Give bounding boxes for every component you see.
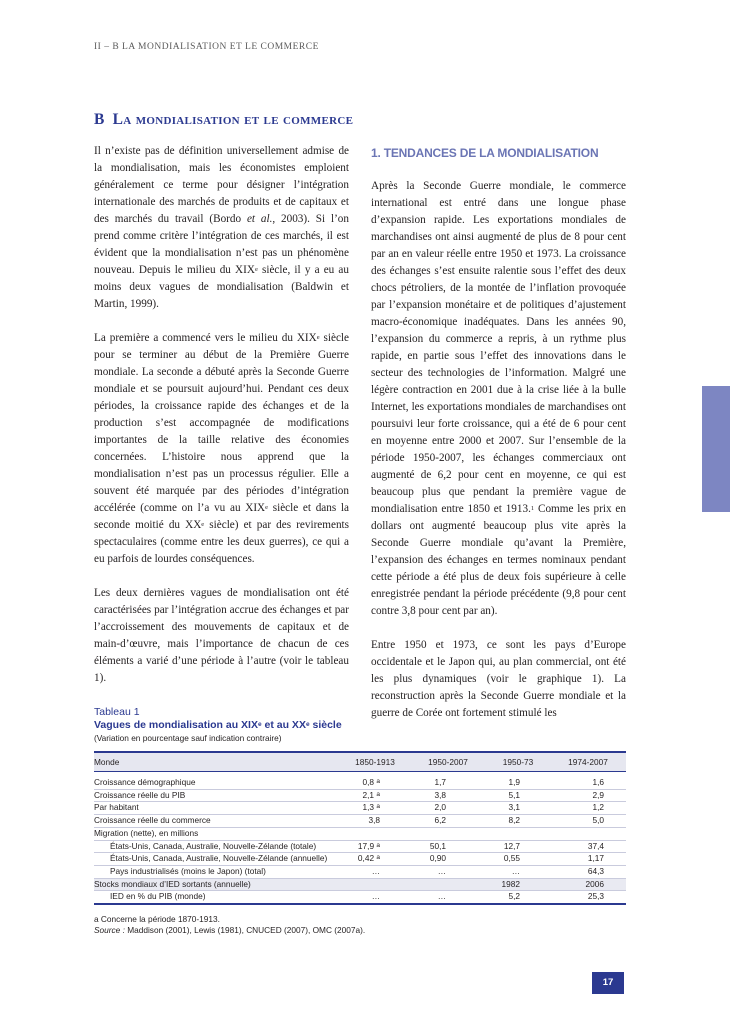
row-value	[486, 815, 550, 828]
cell-value: 2,0	[434, 802, 446, 813]
superscript: e	[257, 721, 262, 728]
section-title	[94, 111, 353, 129]
row-label: Croissance réelle du commerce	[94, 815, 340, 828]
text-run: La première a commencé vers le milieu du XIX	[94, 332, 317, 344]
table-row	[94, 802, 626, 815]
row-label: IED en % du PIB (monde)	[94, 891, 340, 904]
row-value	[550, 865, 626, 878]
superscript: e	[254, 266, 258, 273]
cell-value: 8,2	[508, 815, 520, 826]
row-label: Pays industrialisés (moins le Japon) (total)	[94, 865, 340, 878]
cell-value: 1,6	[592, 777, 604, 787]
cell-value: 25,3	[587, 891, 604, 902]
header-cell: Monde	[94, 752, 340, 771]
cell-value: 2006	[585, 878, 604, 889]
row-value	[410, 827, 486, 840]
cell-note-marker: a	[376, 841, 380, 849]
table-source	[94, 925, 626, 936]
superscript: e	[201, 521, 205, 528]
cell-note-marker: a	[376, 854, 380, 862]
row-value	[486, 789, 550, 802]
header-cell: 1950-2007	[410, 752, 486, 771]
cell-value: 17,9	[357, 840, 375, 851]
cell-note-marker: a	[376, 790, 380, 798]
table-row	[94, 777, 626, 789]
text-run: et au XX	[261, 719, 306, 731]
row-value	[550, 777, 626, 789]
cell-value: 1,3	[362, 802, 375, 813]
row-label: Croissance réelle du PIB	[94, 789, 340, 802]
row-value	[486, 878, 550, 891]
row-value	[340, 827, 410, 840]
table-header-row	[94, 752, 626, 771]
table-note-a: a Concerne la période 1870-1913.	[94, 914, 220, 925]
table-block	[94, 706, 626, 936]
text-run-italic: et al.	[246, 213, 273, 225]
text-run: siècle et dans la seconde moitié du XX	[94, 502, 349, 531]
left-paragraph-1	[94, 143, 349, 313]
row-value	[410, 891, 486, 904]
cell-value: 1,2	[592, 802, 604, 813]
row-value	[410, 865, 486, 878]
cell-value: …	[371, 891, 380, 902]
text-run: siècle) et par des revirements spectaculaires (comme entre les deux guerres), ce qui a eu parfois de lourdes conséquences.	[94, 519, 349, 565]
source-text: Maddison (2001), Lewis (1981), CNUCED (2007), OMC (2007a).	[124, 925, 366, 936]
left-paragraph-3: Les deux dernières vagues de mondialisation ont été caractérisées par l’intégration accrue des échanges et par l’accroissement des mouvements de capitaux et de main-d’œuvre, mais l’importance de chacun de ces éléments a varié d’une période à l’autre (voir le tableau 1).	[94, 587, 349, 684]
row-value	[410, 878, 486, 891]
row-value	[410, 777, 486, 789]
cell-value: 50,1	[429, 840, 446, 851]
table-row	[94, 789, 626, 802]
row-label: États-Unis, Canada, Australie, Nouvelle-Zélande (annuelle)	[94, 853, 340, 866]
cell-value: 0,8	[362, 777, 375, 787]
cell-value: 3,8	[368, 815, 380, 826]
cell-value: …	[371, 865, 380, 876]
header-cell: 1974-2007	[550, 752, 626, 771]
row-value	[550, 815, 626, 828]
running-head: II – B LA MONDIALISATION ET LE COMMERCE	[94, 42, 319, 52]
row-value	[486, 802, 550, 815]
table-subtitle: (Variation en pourcentage sauf indication contraire)	[94, 733, 282, 743]
row-label: Stocks mondiaux d’IED sortants (annuelle)	[94, 878, 340, 891]
table-row	[94, 853, 626, 866]
cell-value: 12,7	[503, 840, 520, 851]
cell-value: 5,2	[508, 891, 520, 902]
row-value	[550, 789, 626, 802]
cell-value: 5,0	[592, 815, 604, 826]
cell-note-marker: a	[376, 778, 380, 785]
table-title	[94, 719, 626, 732]
table-row	[94, 865, 626, 878]
text-run: , 2003). Si l’on prend comme critère l’intégration de ces marchés, il est évident que la mondialisation n’est pas un phénomène nouveau. Depuis le milieu du XIX	[94, 213, 349, 276]
superscript: e	[305, 721, 310, 728]
row-value	[550, 840, 626, 853]
row-value	[550, 878, 626, 891]
cell-value: 0,90	[429, 853, 446, 864]
cell-value: 1982	[501, 878, 520, 889]
table-label: Tableau 1	[94, 706, 140, 718]
left-column	[94, 143, 349, 687]
header-cell: 1850-1913	[340, 752, 410, 771]
row-value	[340, 789, 410, 802]
cell-value: …	[511, 865, 520, 876]
row-value	[550, 853, 626, 866]
row-value	[340, 891, 410, 904]
left-paragraph-2	[94, 330, 349, 568]
row-value	[340, 815, 410, 828]
row-value	[340, 865, 410, 878]
row-value	[410, 815, 486, 828]
side-thumb-tab	[702, 386, 730, 512]
cell-value: 64,3	[587, 865, 604, 876]
text-run: Comme les prix en dollars ont augmenté beaucoup plus vite après la Seconde Guerre mondiale qu’avant la Première, l’expansion des échanges en termes nominaux pendant cette période a été plus de deux fois supérieure à celle enregistrée pendant la période précédente (9,8 pour cent contre 3,8 pour cent par an).	[371, 503, 626, 617]
row-value	[486, 777, 550, 789]
header-cell: 1950-73	[486, 752, 550, 771]
source-label: Source :	[94, 925, 125, 936]
row-value	[410, 853, 486, 866]
globalization-table	[94, 751, 626, 905]
footnote-ref[interactable]: 1	[530, 505, 535, 512]
text-run: Après la Seconde Guerre mondiale, le commerce international est entré dans une longue phase d’expansion rapide. Les exportations mondiales de marchandises ont ainsi augmenté de plus de 8 pour cent par an en valeur réelle entre 1950 et 1973. La croissance des échanges s’est ensuite ralentie sous l’effet des deux chocs pétroliers, de la montée de l’inflation provoquée par l’expansion monétaire et de politiques d’ajustement macro-économique inadéquates. Dans les années 90, l’expansion du commerce a repris, à un rythme plus rapide, en partie sous l’effet des innovations dans le secteur des technologies de l’information. Malgré une légère contraction en 2001 due à la crise liée à la bulle Internet, les exportations mondiales de marchandises ont poursuivi leur forte croissance, qui a été de 6 pour cent en moyenne entre 2000 et 2007. Sur l’ensemble de la période 1950-2007, les échanges commerciaux ont augmenté de 6,2 pour cent en moyenne, ce qui est beaucoup plus que pendant la première vague de mondialisation entre 1850 et 1913.	[371, 180, 626, 515]
row-label: Croissance démographique	[94, 777, 340, 789]
row-value	[550, 827, 626, 840]
row-value	[340, 802, 410, 815]
subsection-heading: 1. TENDANCES DE LA MONDIALISATION	[371, 146, 599, 160]
text-run: siècle	[309, 719, 342, 731]
row-value	[410, 802, 486, 815]
row-value	[340, 840, 410, 853]
row-value	[340, 777, 410, 789]
row-value	[410, 840, 486, 853]
row-value	[550, 891, 626, 904]
section-title-text: La mondialisation et le commerce	[112, 111, 354, 128]
cell-value: 3,8	[434, 789, 446, 800]
superscript: e	[265, 504, 269, 511]
row-value	[486, 853, 550, 866]
table-row	[94, 815, 626, 828]
row-value	[486, 891, 550, 904]
cell-value: …	[437, 891, 446, 902]
row-label: États-Unis, Canada, Australie, Nouvelle-Zélande (totale)	[94, 840, 340, 853]
cell-value: 1,9	[508, 777, 520, 787]
table-row	[94, 891, 626, 904]
row-value	[486, 865, 550, 878]
text-run: Vagues de mondialisation au XIX	[94, 719, 258, 731]
cell-value: 0,55	[503, 853, 520, 864]
cell-note-marker: a	[376, 803, 380, 811]
table-row	[94, 840, 626, 853]
cell-value: 37,4	[587, 840, 604, 851]
row-value	[410, 789, 486, 802]
cell-value: 2,1	[362, 789, 375, 800]
right-paragraph-2: Entre 1950 et 1973, ce sont les pays d’Europe occidentale et le Japon qui, au plan commercial, ont été les plus dynamiques (voir le graphique 1). La reconstruction après la Seconde Guerre mondiale et la guerre de Corée ont fortement stimulé les	[371, 639, 626, 719]
table-notes	[94, 914, 626, 936]
row-value	[486, 840, 550, 853]
row-label: Par habitant	[94, 802, 340, 815]
text-run: siècle pour se terminer au début de la Première Guerre mondiale. La seconde a débuté après la Seconde Guerre mondiale et se poursuit aujourd’hui. Pendant ces deux périodes, la croissance rapide des échanges et de la production s’est accompagnée de modifications importantes de la taille relative des économies concernées. L’histoire nous apprend que la mondialisation n’est pas un processus régulier. Elle a souvent été marquée par des périodes d’intégration accélérée (comme on l’a vu au XIX	[94, 332, 349, 514]
row-value	[486, 827, 550, 840]
cell-value: 1,7	[434, 777, 446, 787]
table-row	[94, 878, 626, 891]
table-row	[94, 827, 626, 840]
cell-value: …	[437, 865, 446, 876]
right-column	[371, 143, 626, 722]
right-paragraph-1	[371, 178, 626, 620]
page-number: 17	[592, 972, 624, 994]
row-value	[550, 802, 626, 815]
superscript: e	[316, 334, 320, 341]
text-run: siècle, il y a eu au moins deux vagues de mondialisation (Baldwin et Martin, 1999).	[94, 264, 349, 310]
cell-value: 5,1	[508, 789, 520, 800]
cell-value: 2,9	[592, 789, 604, 800]
row-value	[340, 853, 410, 866]
cell-value: 0,42	[357, 853, 375, 864]
section-letter: B	[94, 111, 105, 128]
cell-value: 3,1	[508, 802, 520, 813]
row-value	[340, 878, 410, 891]
text-run: Il n’existe pas de définition universellement admise de la mondialisation, mais les économistes emploient généralement ce terme pour désigner l’intégration internationale des marchés de produits et de capitaux et des marchés du travail (Bordo	[94, 145, 349, 225]
cell-value: 1,17	[587, 853, 604, 864]
row-label: Migration (nette), en millions	[94, 827, 340, 840]
cell-value: 6,2	[434, 815, 446, 826]
